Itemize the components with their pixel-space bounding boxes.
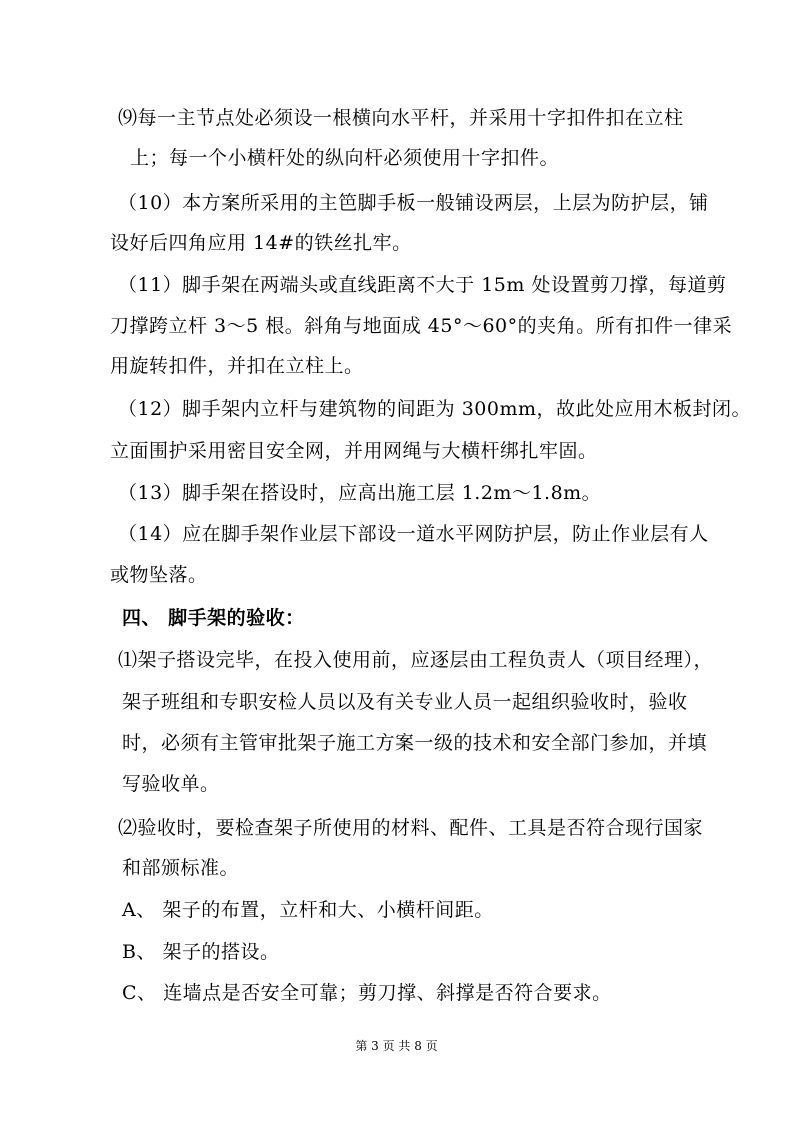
text-line: 时，必须有主管审批架子施工方案一级的技术和安全部门参加，并填: [122, 732, 708, 754]
text-line: ⑵验收时，要检查架子所使用的材料、配件、工具是否符合现行国家: [118, 817, 704, 839]
text-line: 架子班组和专职安检人员以及有关专业人员一起组织验收时，验收: [122, 691, 688, 713]
text-line: （13）脚手架在搭设时，应高出施工层 1.2m～1.8m。: [118, 482, 602, 504]
list-item: A、 架子的布置，立杆和大、小横杆间距。: [122, 899, 494, 921]
text-line: 和部颁标准。: [122, 857, 240, 879]
section-heading: 四、 脚手架的验收：: [122, 607, 305, 629]
text-line: 刀撑跨立杆 3～5 根。斜角与地面成 45°～60°的夹角。所有扣件一律采: [110, 315, 733, 337]
text-line: 用旋转扣件，并扣在立柱上。: [110, 355, 364, 377]
text-line: 立面围护采用密目安全网，并用网绳与大横杆绑扎牢固。: [110, 440, 598, 462]
text-line: ⑴架子搭设完毕，在投入使用前，应逐层由工程负责人（项目经理），: [118, 649, 714, 671]
text-line: （10）本方案所采用的主笆脚手板一般铺设两层，上层为防护层，铺: [118, 192, 709, 214]
text-line: （12）脚手架内立杆与建筑物的间距为 300mm，故此处应用木板封闭。: [118, 398, 752, 420]
text-line: （14）应在脚手架作业层下部设一道水平网防护层，防止作业层有人: [118, 523, 709, 545]
text-line: 设好后四角应用 14#的铁丝扎牢。: [110, 232, 412, 254]
text-line: ⑼每一主节点处必须设一根横向水平杆，并采用十字扣件扣在立柱: [118, 107, 684, 129]
page-number-footer: 第 3 页 共 8 页: [355, 1039, 438, 1053]
text-line: 或物坠落。: [110, 564, 208, 586]
text-line: 上；每一个小横杆处的纵向杆必须使用十字扣件。: [130, 147, 560, 169]
list-item: B、 架子的搭设。: [122, 941, 280, 963]
text-line: 写验收单。: [122, 773, 220, 795]
list-item: C、 连墙点是否安全可靠；剪刀撑、斜撑是否符合要求。: [122, 982, 612, 1004]
text-line: （11）脚手架在两端头或直线距离不大于 15m 处设置剪刀撑，每道剪: [118, 274, 727, 296]
